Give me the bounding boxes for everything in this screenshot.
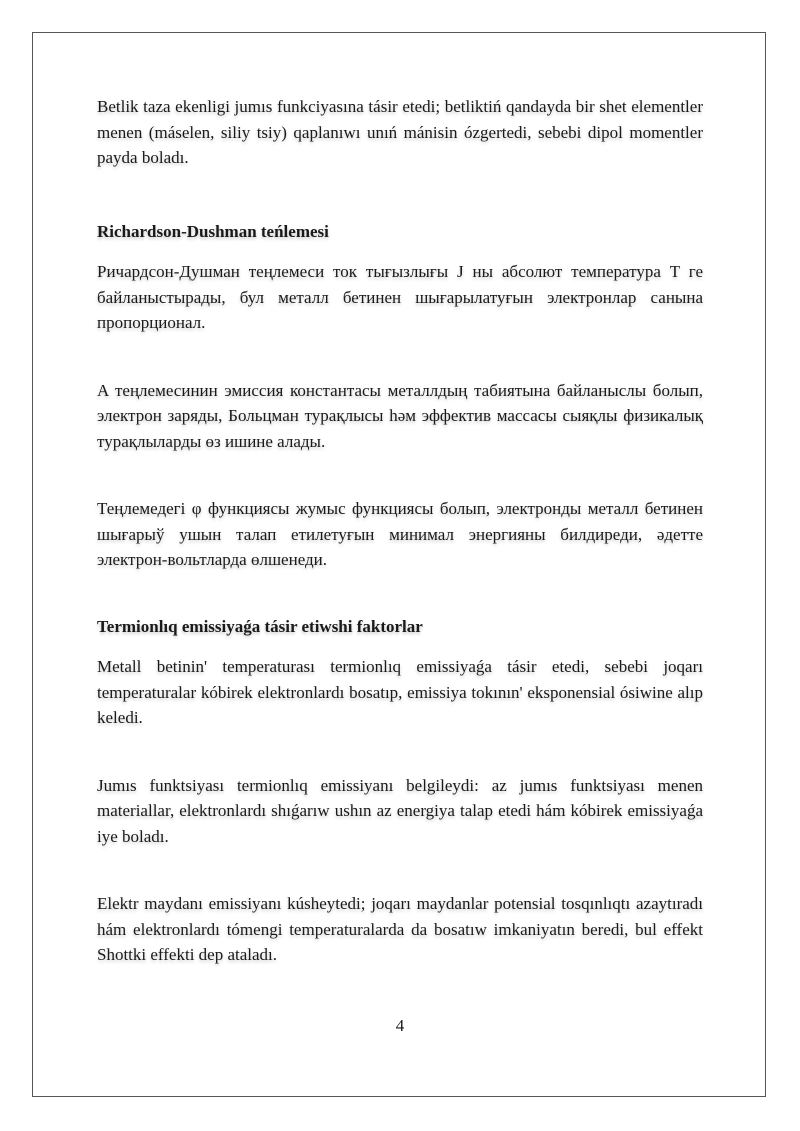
page-number: 4 [395,1016,405,1035]
paragraph-work-function: Теңлемедегі φ функциясы жумыс функциясы болып, электронды металл бетинен шығарыў ушын талап етилетуғын минимал энергияны билдиреди, әдетте электрон-вольтларда өлшенеди. [97,499,703,569]
heading-emission-factors: Termionlıq emissiyaǵa tásir etiwshi faktorlar [97,616,423,636]
paragraph-electric-field: Elektr maydanı emissiyanı kúsheytedi; joqarı maydanlar potensial tosqınlıqtı azaytıradı hám elektronlardı tómengi temperaturalarda da bosatıw imkaniyatın beredi, bul effekt Shottki effekti dep ataladı. [97,894,703,964]
paragraph-emission-constant: A теңлемесинин эмиссия константасы металлдың табиятына байланыслы болып, электрон заряды, Больцман турақлысы һәм эффектив массасы сыяқлы физикалық турақлыларды өз ишине алады. [97,380,703,451]
heading-richardson-dushman: Richardson-Dushman teńlemesi [97,221,329,241]
document-body [97,94,703,968]
paragraph-work-function-materials: Jumıs funktsiyası termionlıq emissiyanı belgileydi: az jumıs funktsiyası menen materiallar, elektronlardı shıǵarıw ushın az energiya talap etedi hám kóbirek emissiyaǵa iye boladı. [97,775,703,846]
paragraph-temperature: Metall betinin' temperaturası termionlıq emissiyaǵa tásir etedi, sebebi joqarı temperaturalar kóbirek elektronlardı bosatıp, emissiya tokının' eksponensial ósiwine alıp keledi. [97,657,703,727]
paragraph-surface-cleanliness: Betlik taza ekenligi jumıs funkciyasına tásir etedi; betliktiń qandayda bir shet elementler menen (máselen, siliy tsiy) qaplanıwı unıń mánisin ózgertedi, sebebi dipol momentler payda boladı. [97,97,703,167]
paragraph-current-density: Ричардсон-Душман теңлемеси ток тығызлығы J ны абсолют температура T ге байланыстырады, бул металл бетинен шығарылатуғын электронлар санына пропорционал. [97,262,703,332]
